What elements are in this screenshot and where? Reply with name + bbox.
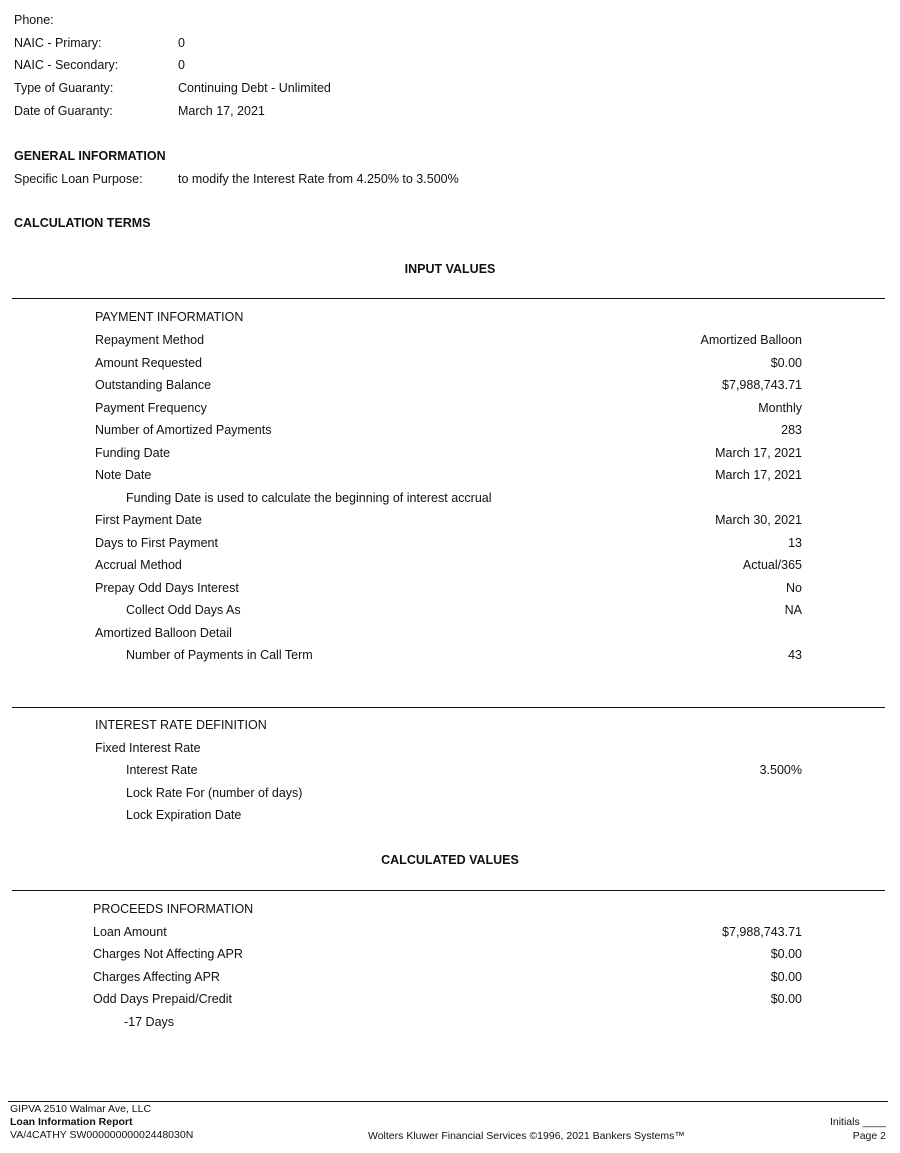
loan-amount-label: Loan Amount bbox=[93, 925, 167, 939]
payment-row-value: March 17, 2021 bbox=[715, 445, 802, 460]
payment-row-value: 13 bbox=[788, 535, 802, 550]
payment-row-label: Number of Amortized Payments bbox=[95, 423, 272, 437]
guaranty-date-value: March 17, 2021 bbox=[178, 104, 265, 118]
phone-label: Phone: bbox=[14, 13, 54, 27]
proceeds-information-heading: PROCEEDS INFORMATION bbox=[93, 902, 254, 916]
lock-expiration-label: Lock Expiration Date bbox=[126, 808, 242, 822]
guaranty-date-label: Date of Guaranty: bbox=[14, 104, 113, 118]
initials-field: Initials ____ bbox=[829, 1116, 886, 1128]
guaranty-type-label: Type of Guaranty: bbox=[14, 81, 114, 95]
payment-row-value: No bbox=[786, 580, 802, 595]
loan-amount-value: $7,988,743.71 bbox=[722, 925, 802, 939]
payment-row-value: Monthly bbox=[758, 400, 802, 415]
loan-purpose-label: Specific Loan Purpose: bbox=[14, 172, 143, 186]
payment-row-label: Amount Requested bbox=[95, 355, 203, 370]
payment-row-label: Payment Frequency bbox=[95, 400, 207, 415]
footer-reference: VA/4CATHY SW00000000002448030N bbox=[10, 1129, 194, 1141]
payment-information-heading: PAYMENT INFORMATION bbox=[95, 310, 244, 324]
payment-row-value: 43 bbox=[788, 648, 802, 662]
payment-row-value: Actual/365 bbox=[742, 558, 802, 572]
naic-primary-value: 0 bbox=[178, 36, 185, 50]
interest-rate-value: 3.500% bbox=[759, 763, 802, 777]
payment-row-value: NA bbox=[784, 603, 802, 617]
charges-not-affecting-apr-label: Charges Not Affecting APR bbox=[93, 947, 243, 961]
footer-divider bbox=[8, 1101, 888, 1102]
payment-row-label: Funding Date is used to calculate the beginning of interest accrual bbox=[126, 490, 492, 505]
payment-row-label: First Payment Date bbox=[95, 513, 202, 527]
payment-row-value: 283 bbox=[781, 423, 802, 437]
payment-row-label: Outstanding Balance bbox=[95, 378, 212, 392]
payment-row-value: March 30, 2021 bbox=[715, 513, 802, 527]
charges-affecting-apr-label: Charges Affecting APR bbox=[93, 970, 220, 984]
payment-row-label: Accrual Method bbox=[95, 558, 182, 572]
payment-row-value: $0.00 bbox=[770, 355, 802, 370]
payment-row-label: Number of Payments in Call Term bbox=[126, 648, 313, 662]
payment-row-value: $7,988,743.71 bbox=[722, 378, 802, 392]
fixed-interest-rate-label: Fixed Interest Rate bbox=[95, 741, 201, 755]
payment-row-label: Repayment Method bbox=[95, 333, 205, 347]
divider bbox=[12, 298, 885, 299]
odd-days-prepaid-label: Odd Days Prepaid/Credit bbox=[93, 992, 232, 1006]
payment-row-label: Collect Odd Days As bbox=[126, 603, 241, 617]
charges-not-affecting-apr-value: $0.00 bbox=[770, 947, 802, 961]
naic-primary-label: NAIC - Primary: bbox=[14, 36, 102, 50]
payment-row-label: Days to First Payment bbox=[95, 535, 218, 550]
naic-secondary-value: 0 bbox=[178, 58, 185, 72]
input-values-heading: INPUT VALUES bbox=[404, 262, 496, 276]
calculated-values-heading: CALCULATED VALUES bbox=[381, 853, 519, 867]
footer-copyright: Wolters Kluwer Financial Services ©1996, 2021 Bankers Systems™ bbox=[368, 1130, 685, 1142]
payment-row-label: Note Date bbox=[95, 468, 152, 482]
naic-secondary-label: NAIC - Secondary: bbox=[14, 58, 119, 72]
page-number: Page 2 bbox=[852, 1130, 886, 1142]
loan-purpose-value: to modify the Interest Rate from 4.250% to 3.500% bbox=[178, 172, 459, 186]
footer-company: GIPVA 2510 Walmar Ave, LLC bbox=[10, 1103, 152, 1115]
footer-report-title: Loan Information Report bbox=[10, 1116, 133, 1128]
divider bbox=[12, 707, 885, 708]
calculation-terms-heading: CALCULATION TERMS bbox=[14, 216, 151, 230]
payment-row-label: Amortized Balloon Detail bbox=[95, 625, 232, 640]
interest-rate-label: Interest Rate bbox=[126, 763, 198, 777]
odd-days-prepaid-value: $0.00 bbox=[770, 992, 802, 1006]
payment-row-label: Funding Date bbox=[95, 445, 171, 460]
general-information-heading: GENERAL INFORMATION bbox=[14, 149, 166, 163]
payment-row-value: Amortized Balloon bbox=[700, 333, 802, 347]
interest-rate-definition-heading: INTEREST RATE DEFINITION bbox=[95, 718, 267, 732]
payment-row-label: Prepay Odd Days Interest bbox=[95, 580, 239, 595]
payment-row-value: March 17, 2021 bbox=[715, 468, 802, 482]
odd-days-count: -17 Days bbox=[124, 1015, 175, 1029]
guaranty-type-value: Continuing Debt - Unlimited bbox=[178, 81, 331, 95]
divider bbox=[12, 890, 885, 891]
charges-affecting-apr-value: $0.00 bbox=[770, 970, 802, 984]
lock-rate-label: Lock Rate For (number of days) bbox=[126, 786, 303, 800]
